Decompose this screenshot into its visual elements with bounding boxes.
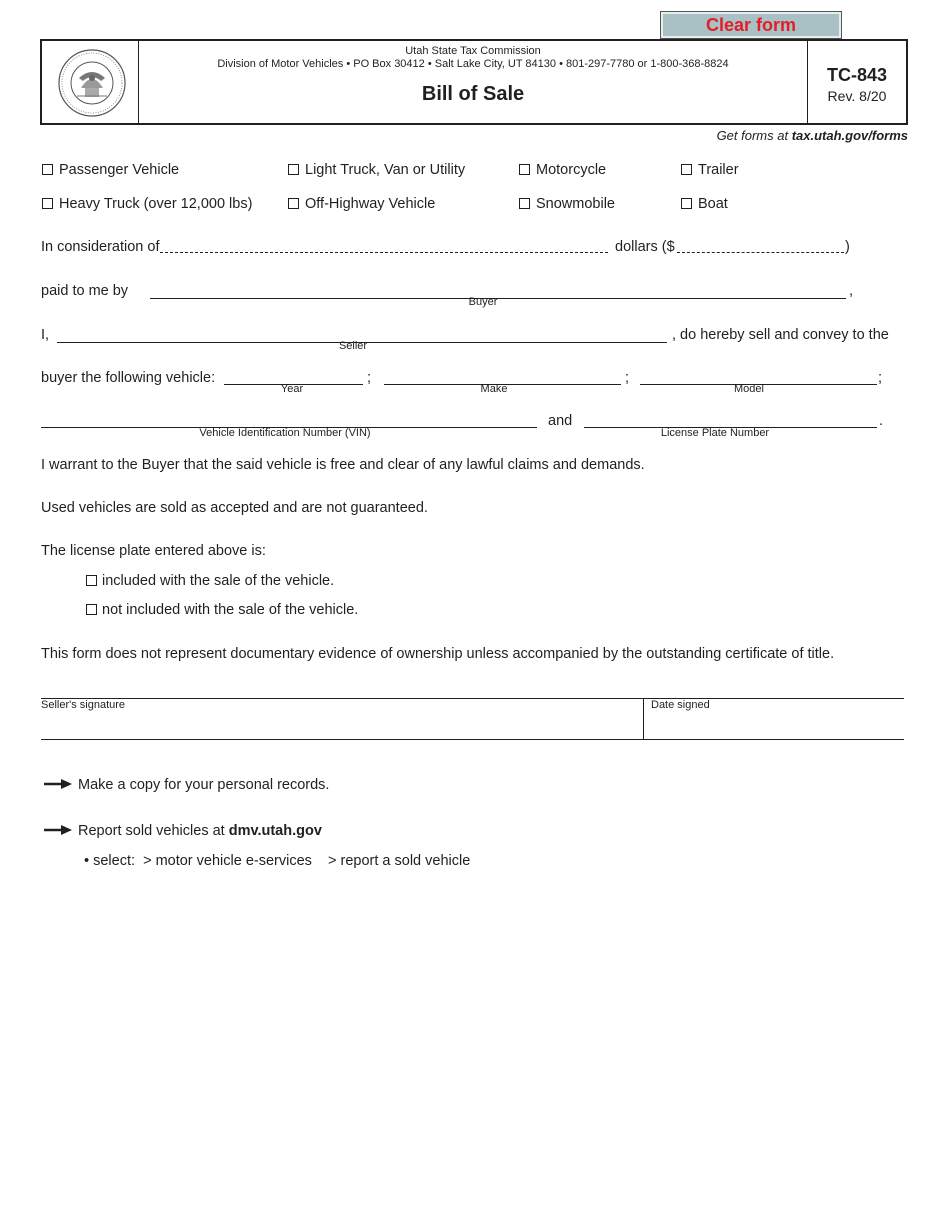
utah-seal-icon [57,48,127,118]
date-signed-label: Date signed [651,699,710,711]
vehicle-option-trailer[interactable] [681,162,739,178]
vehicle-option-label: Heavy Truck (over 12,000 lbs) [59,196,253,212]
plate-option-label: included with the sale of the vehicle. [102,573,335,589]
checkbox[interactable] [42,198,53,209]
seller-signature-field[interactable] [41,699,641,739]
dmv-link[interactable]: dmv.utah.gov [228,823,322,839]
dollars-label: dollars ($ [615,239,675,255]
get-forms-note [717,128,908,143]
report-instruction [78,823,322,839]
vehicle-option-label: Light Truck, Van or Utility [305,162,466,178]
checkbox[interactable] [288,164,299,175]
warranty-text: I warrant to the Buyer that the said vehicle is free and clear of any lawful claims and demands. [41,457,645,473]
signature-box [41,698,904,740]
arrow-right-icon [44,824,72,836]
plate-question: The license plate entered above is: [41,543,266,559]
vin-caption: Vehicle Identification Number (VIN) [199,427,371,439]
vehicle-option-heavy-truck[interactable] [42,196,252,212]
get-forms-prefix: Get forms at [716,128,792,143]
seller-caption: Seller [338,340,368,352]
vehicle-option-snowmobile[interactable] [519,196,615,212]
checkbox[interactable] [519,198,530,209]
plate-not-included-option[interactable] [86,602,358,618]
select-instruction: • select: > motor vehicle e-services > report a sold vehicle [84,853,471,869]
vehicle-line-label: buyer the following vehicle: [41,370,216,386]
arrow-right-icon [44,778,72,790]
seal-cell [42,41,139,123]
buyer-comma: , [849,283,854,299]
vehicle-option-label: Boat [698,196,728,212]
plate-included-option[interactable] [86,573,334,589]
amount-words-field[interactable] [160,252,608,253]
date-signed-field[interactable] [644,699,904,739]
model-caption: Model [734,383,764,395]
checkbox[interactable] [681,164,692,175]
form-header [40,39,908,125]
vehicle-option-label: Trailer [698,162,739,178]
vehicle-option-label: Off-Highway Vehicle [305,196,436,212]
seller-prefix: I, [41,327,50,343]
paid-by-label: paid to me by [41,283,129,299]
year-caption: Year [280,383,304,395]
agency-name: Utah State Tax Commission [405,45,541,57]
seller-signature-label: Seller's signature [41,699,126,711]
vehicle-option-boat[interactable] [681,196,728,212]
form-id-cell [807,41,906,123]
vehicle-option-label: Passenger Vehicle [59,162,180,178]
vehicle-option-motorcycle[interactable] [519,162,606,178]
checkbox[interactable] [42,164,53,175]
checkbox[interactable] [288,198,299,209]
and-label: and [548,413,573,429]
checkbox[interactable] [86,575,97,586]
buyer-caption: Buyer [468,296,498,308]
vehicle-option-light-truck[interactable] [288,162,465,178]
get-forms-link[interactable]: tax.utah.gov/forms [791,128,908,143]
checkbox[interactable] [86,604,97,615]
separator: ; [625,370,630,386]
checkbox[interactable] [681,198,692,209]
agency-address: Division of Motor Vehicles • PO Box 30412 • Salt Lake City, UT 84130 • 801-297-7780 or 1-800-368-8824 [217,58,729,70]
vehicle-option-passenger[interactable] [42,162,179,178]
separator: ; [367,370,372,386]
amount-number-field[interactable] [677,252,844,253]
copy-instruction: Make a copy for your personal records. [78,777,330,793]
vehicle-option-off-highway[interactable] [288,196,435,212]
license-plate-caption: License Plate Number [660,427,770,439]
ownership-note: This form does not represent documentary evidence of ownership unless accompanied by the outstanding certificate of title. [41,646,835,662]
separator: ; [878,370,883,386]
vehicle-option-label: Motorcycle [536,162,607,178]
plate-option-label: not included with the sale of the vehicle. [102,602,359,618]
page-title: Bill of Sale [421,83,525,105]
period: . [879,413,884,429]
form-revision: Rev. 8/20 [827,88,887,104]
form-number: TC-843 [826,65,888,85]
used-vehicle-text: Used vehicles are sold as accepted and are not guaranteed. [41,500,428,516]
checkbox[interactable] [519,164,530,175]
report-prefix: Report sold vehicles at [78,823,229,839]
consideration-label: In consideration of [41,239,160,255]
dollars-close: ) [845,239,850,255]
sell-convey-text: , do hereby sell and convey to the [672,327,889,343]
clear-form-button[interactable]: Clear form [660,11,842,39]
vehicle-option-label: Snowmobile [536,196,615,212]
make-caption: Make [480,383,508,395]
